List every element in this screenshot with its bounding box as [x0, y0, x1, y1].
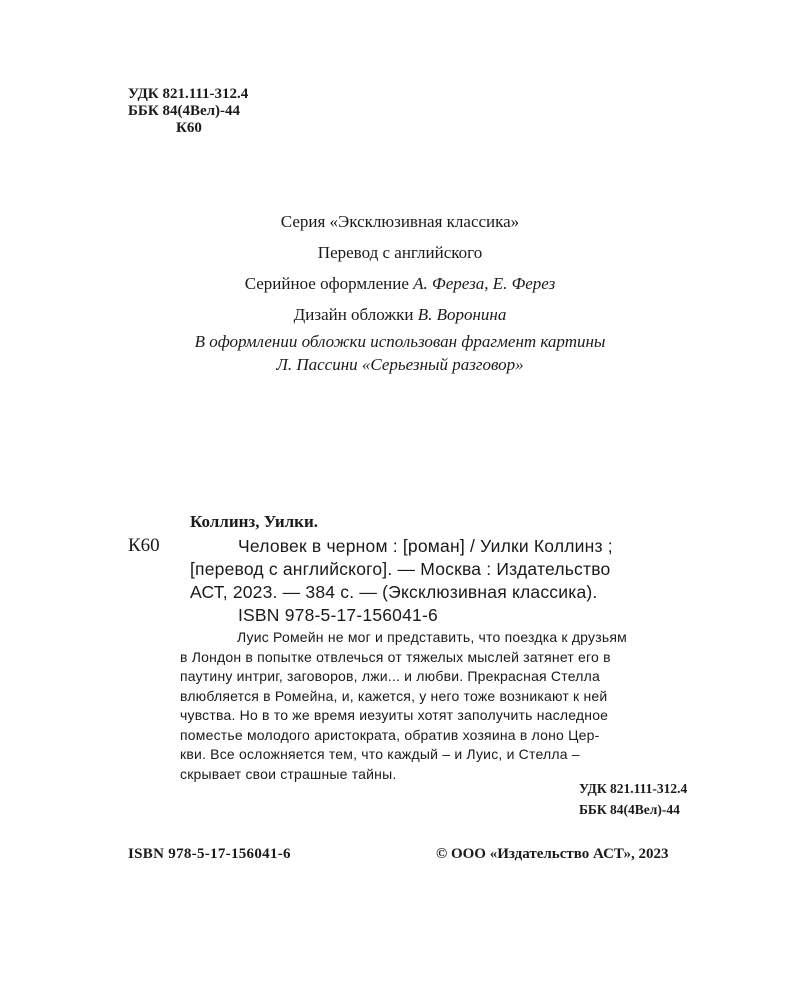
author-heading: Коллинз, Уилки.	[190, 512, 319, 531]
series-design-names: А. Фереза, Е. Ферез	[413, 274, 556, 293]
biblio-isbn: ISBN 978-5-17-156041-6	[238, 605, 438, 625]
annotation-line: кви. Все осложняется тем, что каждый – и Луис, и Стелла –	[180, 746, 580, 762]
bbk-code-bottom: ББК 84(4Вел)-44	[579, 802, 680, 817]
bbk-code: ББК 84(4Вел)-44	[128, 103, 241, 119]
credits-block	[0, 206, 800, 376]
annotation-line: поместье молодого аристократа, обратив хозяина в лоно Цер-	[180, 726, 600, 743]
udk-code-bottom: УДК 821.111-312.4	[579, 781, 688, 796]
cover-design-name: В. Воронина	[417, 305, 507, 324]
biblio-line: АСТ, 2023. — 384 с. — (Эксклюзивная классика).	[190, 582, 598, 602]
biblio-line: [перевод с английского]. — Москва : Издательство	[190, 559, 611, 579]
annotation-line: Луис Ромейн не мог и представить, что поездка к друзьям	[237, 629, 627, 645]
cover-art-note	[0, 330, 800, 376]
header-classification-codes	[128, 86, 248, 137]
biblio-line: Человек в черном : [роман] / Уилки Коллинз ;	[238, 536, 613, 556]
bibliographic-description	[190, 535, 720, 627]
cover-note-line-2: Л. Пассини «Серьезный разговор»	[276, 355, 524, 374]
author-code: К60	[176, 120, 202, 136]
footer-isbn: ISBN 978-5-17-156041-6	[128, 846, 291, 862]
copyright-notice: © ООО «Издательство АСТ», 2023	[436, 846, 669, 862]
annotation-line: паутину интриг, заговоров, лжи... и любви. Прекрасная Стелла	[180, 668, 600, 684]
annotation-line: в Лондон в попытке отвлечься от тяжелых мыслей затянет его в	[180, 648, 611, 665]
bibliographic-code: К60	[128, 535, 160, 556]
annotation-line: влюбляется в Ромейна, и, кажется, у него тоже возникают к ней	[180, 687, 608, 704]
annotation	[180, 628, 725, 784]
classification-codes	[579, 778, 687, 820]
cover-design-label: Дизайн обложки	[293, 305, 414, 324]
series-design-credit	[0, 268, 800, 299]
series-title: Серия «Эксклюзивная классика»	[280, 212, 520, 231]
annotation-line: скрывает свои страшные тайны.	[180, 765, 397, 782]
translation-note: Перевод с английского	[317, 243, 483, 262]
cover-note-line-1: В оформлении обложки использован фрагмент картины	[194, 332, 606, 351]
cover-design-credit	[0, 299, 800, 330]
series-design-label: Серийное оформление	[244, 274, 409, 293]
annotation-line: чувства. Но в то же время иезуиты хотят заполучить наследное	[180, 707, 609, 723]
udk-code: УДК 821.111-312.4	[128, 86, 249, 102]
